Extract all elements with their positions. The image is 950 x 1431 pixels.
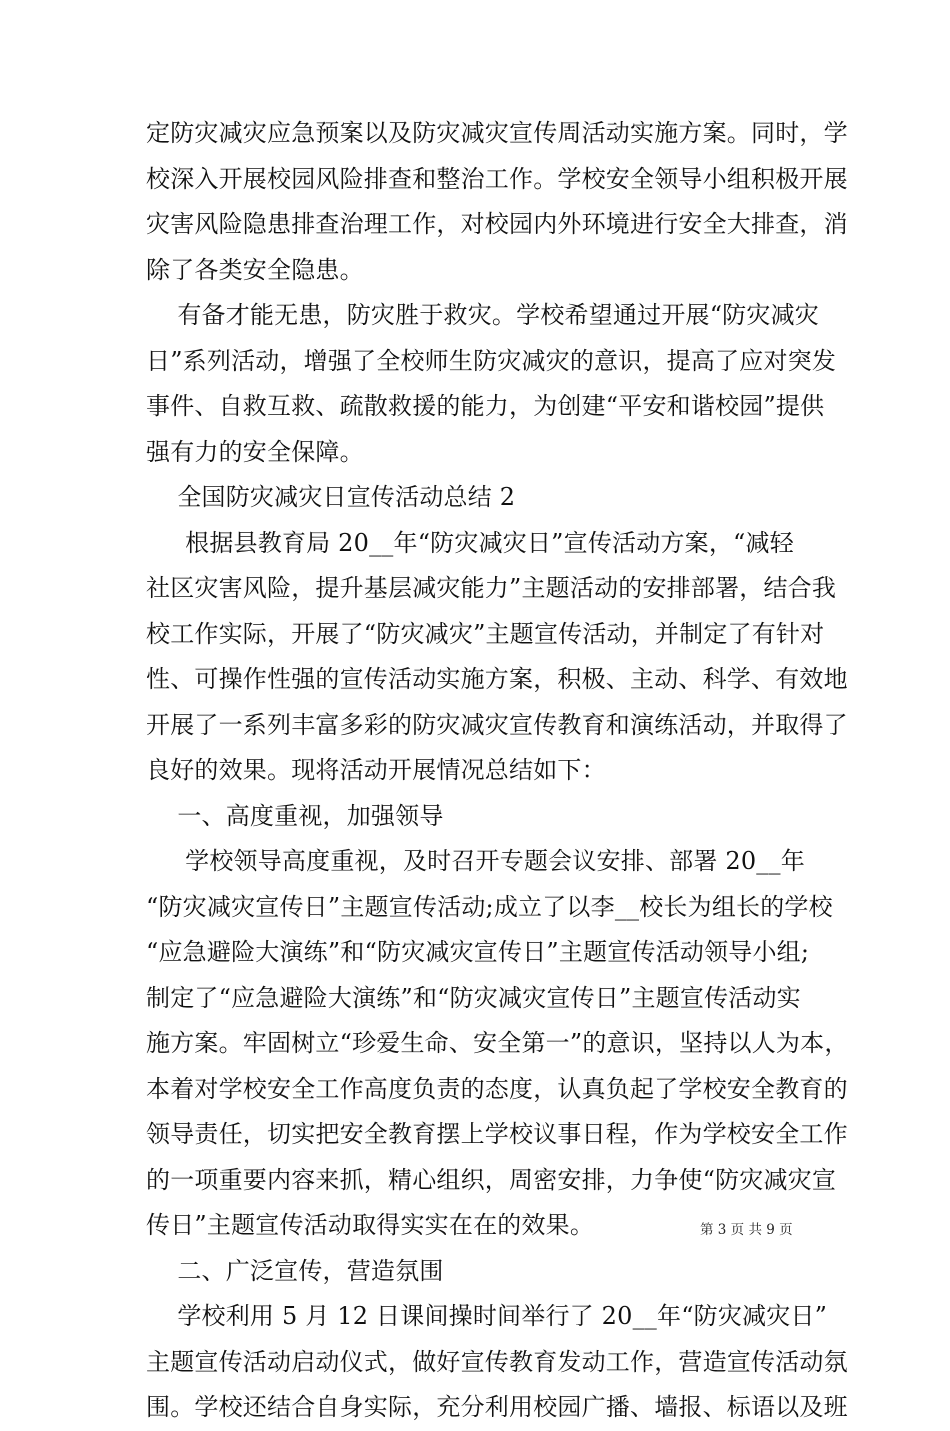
text-line: 传日”主题宣传活动取得实实在在的效果。 — [146, 1211, 595, 1239]
text-line: 性、可操作性强的宣传活动实施方案，积极、主动、科学、有效地 — [146, 665, 848, 693]
text-line: 社区灾害风险，提升基层减灾能力”主题活动的安排部署，结合我 — [146, 574, 837, 602]
text-line: 领导责任，切实把安全教育摆上学校议事日程，作为学校安全工作 — [146, 1120, 848, 1148]
text-line: 有备才能无患，防灾胜于救灾。学校希望通过开展“防灾减灾 — [146, 301, 819, 329]
text-line: 除了各类安全隐患。 — [146, 255, 364, 284]
text-line: 围。学校还结合自身实际，充分利用校园广播、墙报、标语以及班 — [146, 1393, 848, 1421]
text-line: “应急避险大演练”和“防灾减灾宣传日”主题宣传活动领导小组; — [146, 938, 810, 966]
text-line: 事件、自救互救、疏散救援的能力，为创建“平安和谐校园”提供 — [146, 392, 825, 420]
text-line: “防灾减灾宣传日”主题宣传活动;成立了以李__校长为组长的学校 — [146, 892, 833, 921]
subsection-heading: 一、高度重视，加强领导 — [146, 801, 444, 830]
text-line: 校深入开展校园风险排查和整治工作。学校安全领导小组积极开展 — [146, 164, 848, 193]
text-line: 开展了一系列丰富多彩的防灾减灾宣传教育和演练活动，并取得了 — [146, 710, 848, 739]
text-line: 学校利用 5 月 12 日课间操时间举行了 20__年“防灾减灾日” — [146, 1302, 828, 1330]
text-line: 根据县教育局 20__年“防灾减灾日”宣传活动方案，“减轻 — [146, 528, 794, 557]
text-line: 定防灾减灾应急预案以及防灾减灾宣传周活动实施方案。同时，学 — [146, 119, 848, 147]
text-line: 强有力的安全保障。 — [146, 437, 364, 466]
text-line: 良好的效果。现将活动开展情况总结如下： — [146, 756, 606, 784]
text-line: 本着对学校安全工作高度负责的态度，认真负起了学校安全教育的 — [146, 1074, 848, 1103]
section-title: 全国防灾减灾日宣传活动总结 2 — [146, 483, 516, 511]
text-line: 学校领导高度重视，及时召开专题会议安排、部署 20__年 — [146, 847, 805, 875]
text-line: 制定了“应急避险大演练”和“防灾减灾宣传日”主题宣传活动实 — [146, 983, 801, 1012]
text-line: 施方案。牢固树立“珍爱生命、安全第一”的意识，坚持以人为本， — [146, 1029, 849, 1057]
text-line: 日”系列活动，增强了全校师生防灾减灾的意识，提高了应对突发 — [146, 346, 837, 375]
text-line: 校工作实际，开展了“防灾减灾”主题宣传活动，并制定了有针对 — [146, 619, 825, 648]
text-line: 主题宣传活动启动仪式，做好宣传教育发动工作，营造宣传活动氛 — [146, 1347, 848, 1376]
page-number: 第 3 页 共 9 页 — [700, 1222, 793, 1238]
text-line: 的一项重要内容来抓，精心组织，周密安排，力争使“防灾减灾宣 — [146, 1165, 837, 1194]
subsection-heading: 二、广泛宣传，营造氛围 — [146, 1256, 444, 1285]
text-line: 灾害风险隐患排查治理工作，对校园内外环境进行安全大排查，消 — [146, 210, 848, 238]
